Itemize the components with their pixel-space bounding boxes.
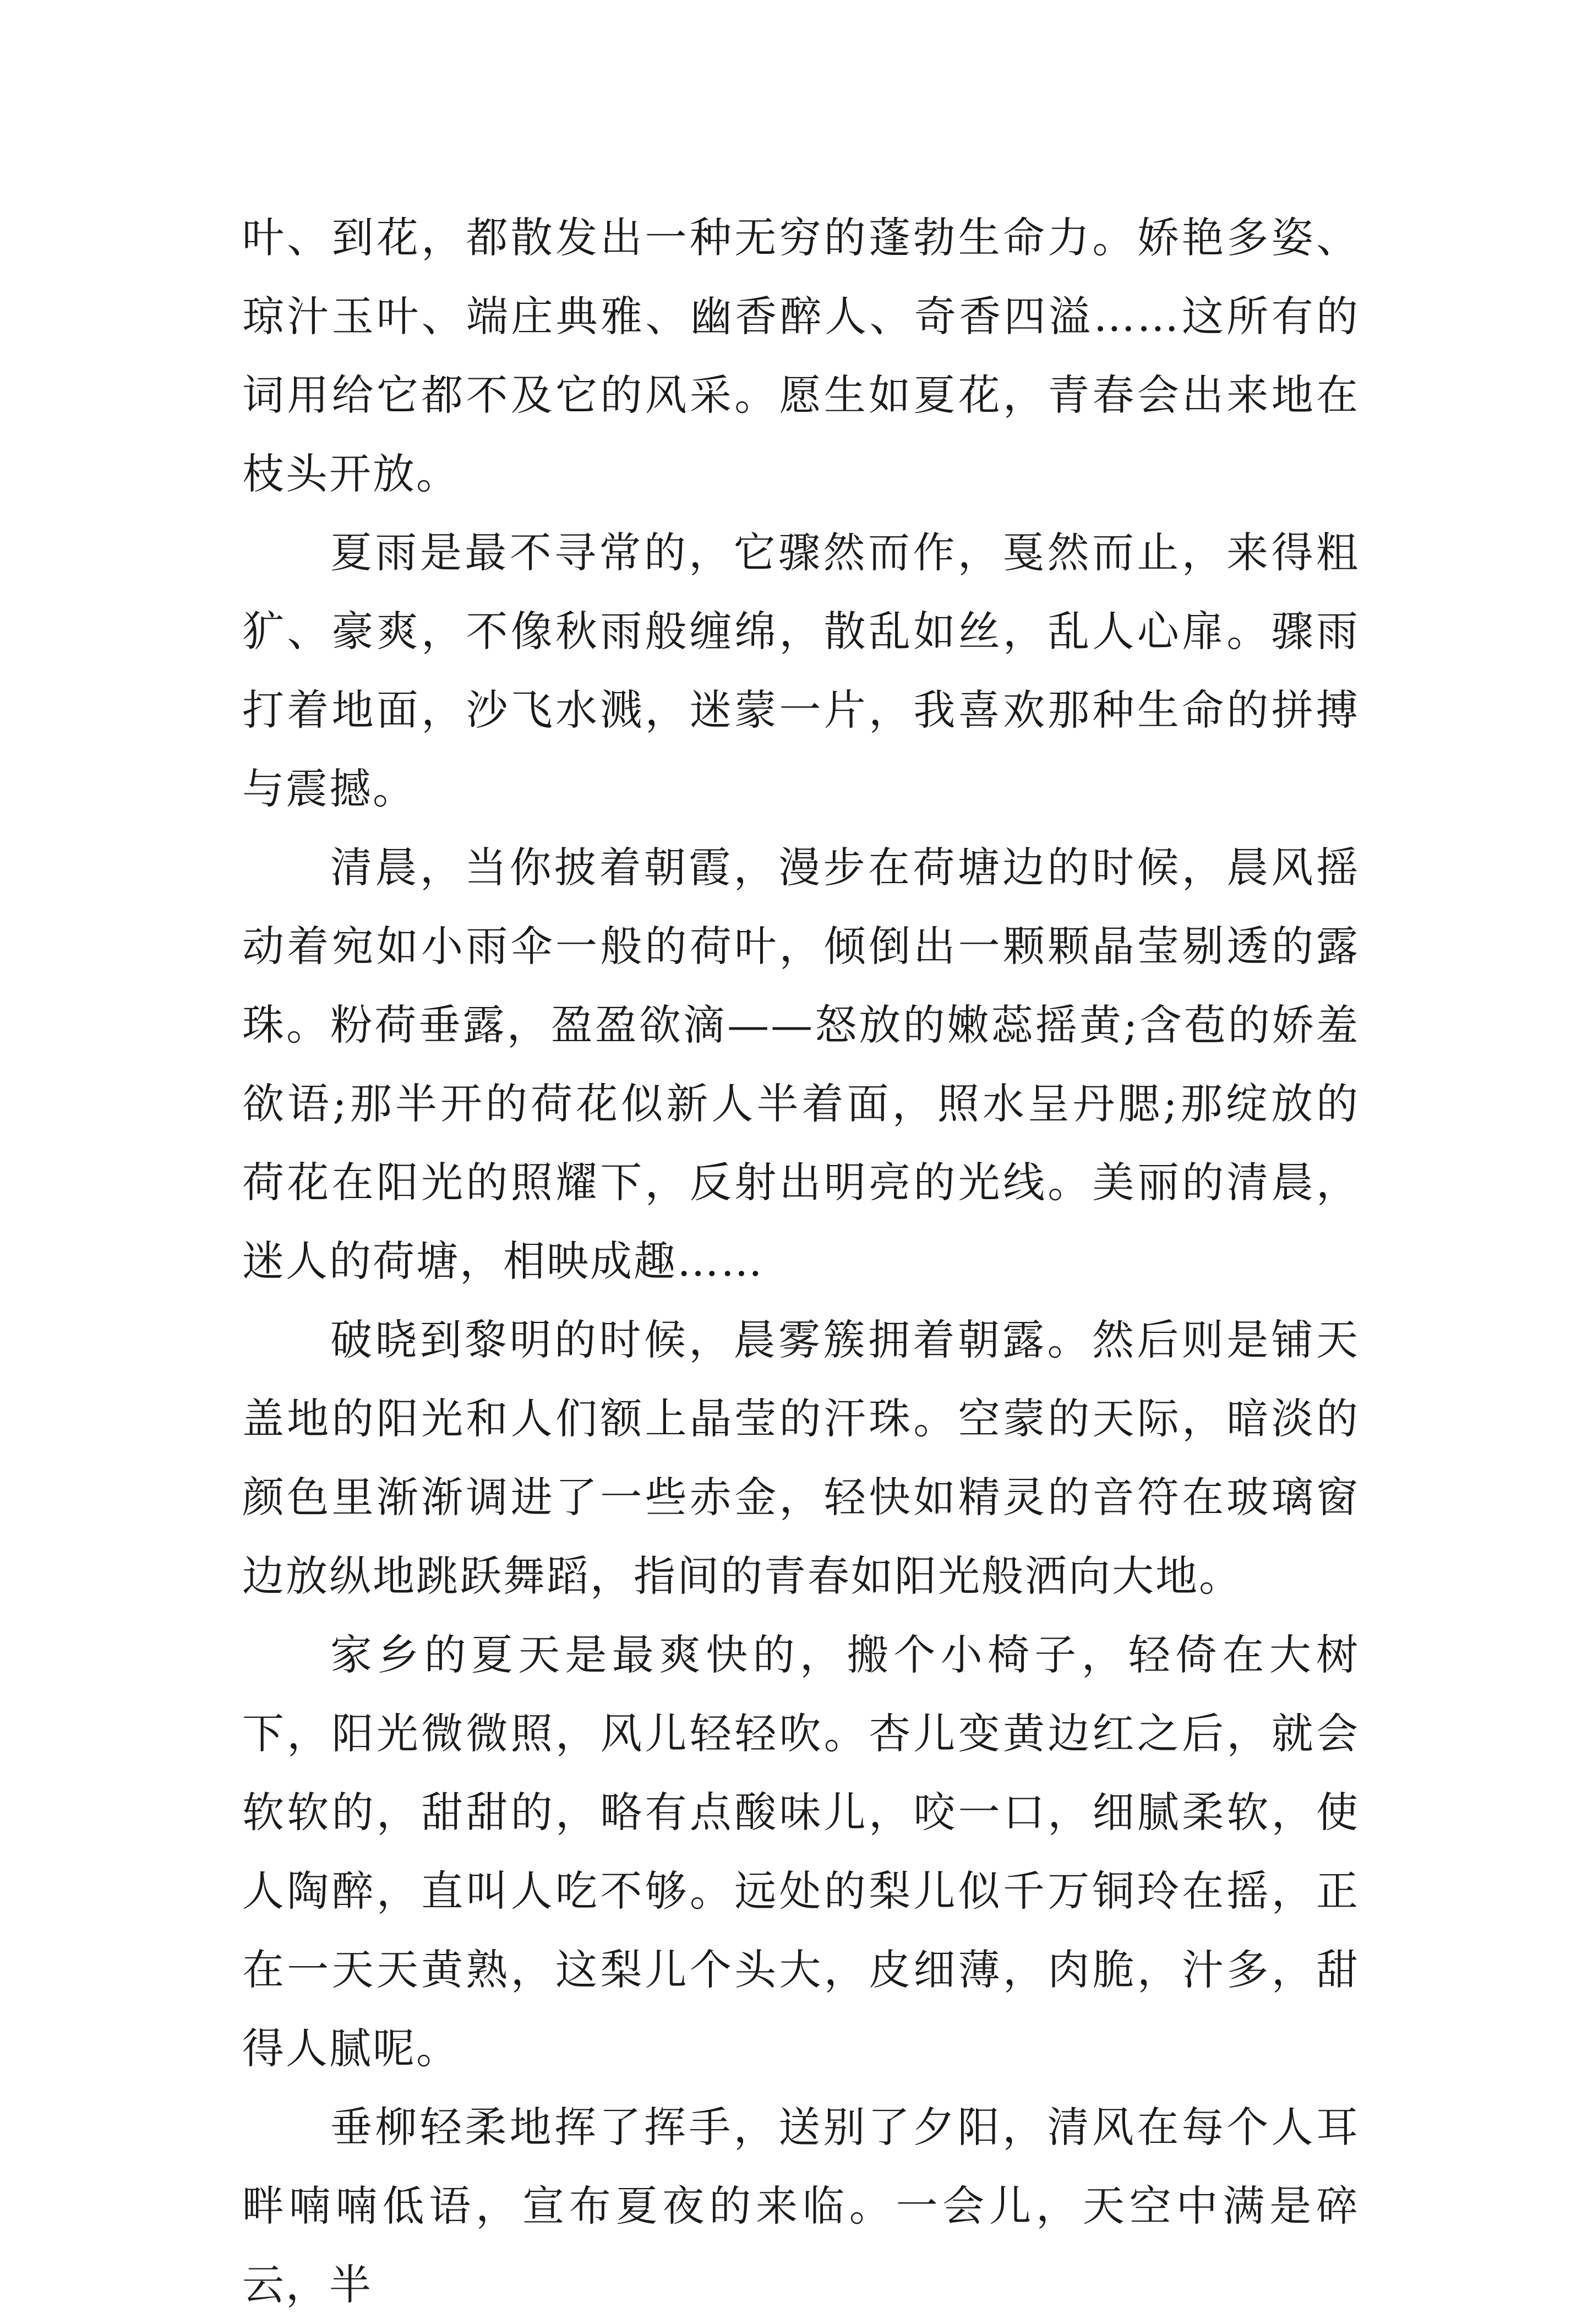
paragraph-hometown-summer: 家乡的夏天是最爽快的，搬个小椅子，轻倚在大树下，阳光微微照，风儿轻轻吹。杏儿变黄边红之后，就会软软的，甜甜的，略有点酸味儿，咬一口，细腻柔软，使人陶醉，直叫人吃不够。远处的梨儿似千万铜玲在摇，正在一天天黄熟，这梨儿个头大，皮细薄，肉脆，汁多，甜得人腻呢。 (242, 1630, 1360, 2073)
paragraph-dawn: 破晓到黎明的时候，晨雾簇拥着朝露。然后则是铺天盖地的阳光和人们额上晶莹的汗珠。空蒙的天际，暗淡的颜色里渐渐调进了一些赤金，轻快如精灵的音符在玻璃窗边放纵地跳跃舞蹈，指间的青春如阳光般洒向大地。 (242, 1315, 1360, 1601)
paragraph-summer-rain: 夏雨是最不寻常的，它骤然而作，戛然而止，来得粗犷、豪爽，不像秋雨般缠绵，散乱如丝，乱人心扉。骤雨打着地面，沙飞水溅，迷蒙一片，我喜欢那种生命的拼搏与震撼。 (242, 528, 1360, 813)
paragraph-continued: 叶、到花，都散发出一种无穷的蓬勃生命力。娇艳多姿、琼汁玉叶、端庄典雅、幽香醉人、奇香四溢……这所有的词用给它都不及它的风采。愿生如夏花，青春会出来地在枝头开放。 (242, 213, 1360, 498)
document-body (242, 198, 1360, 2324)
paragraph-summer-night: 垂柳轻柔地挥了挥手，送别了夕阳，清风在每个人耳畔喃喃低语，宣布夏夜的来临。一会儿，天空中满是碎云，半 (242, 2103, 1360, 2309)
paragraph-morning-lotus: 清晨，当你披着朝霞，漫步在荷塘边的时候，晨风摇动着宛如小雨伞一般的荷叶，倾倒出一颗颗晶莹剔透的露珠。粉荷垂露，盈盈欲滴——怒放的嫩蕊摇黄;含苞的娇羞欲语;那半开的荷花似新人半着面，照水呈丹腮;那绽放的荷花在阳光的照耀下，反射出明亮的光线。美丽的清晨，迷人的荷塘，相映成趣…… (242, 843, 1360, 1286)
